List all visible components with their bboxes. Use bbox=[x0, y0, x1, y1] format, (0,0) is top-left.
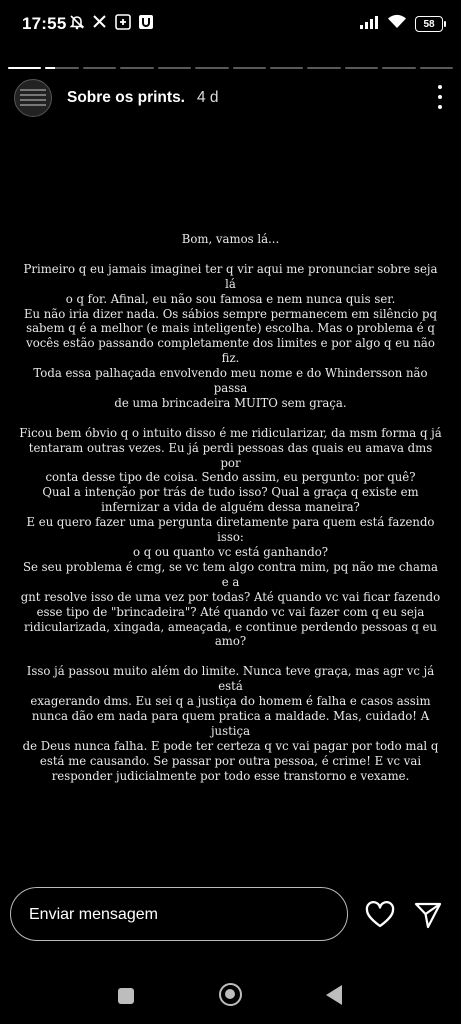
status-time: 17:55 bbox=[22, 14, 67, 33]
u-icon bbox=[137, 13, 154, 30]
status-bar bbox=[0, 0, 461, 50]
progress-segment bbox=[382, 67, 415, 69]
story-text-line: Se seu problema é cmg, se vc tem algo contra mim, pq não me chama e a bbox=[23, 559, 438, 589]
story-text-line bbox=[18, 649, 443, 664]
story-text-line: esse tipo de "brincadeira"? Até quando vc vai fazer com q eu seja bbox=[36, 604, 425, 619]
message-input[interactable] bbox=[27, 900, 331, 930]
progress-segment bbox=[83, 67, 116, 69]
like-button[interactable] bbox=[364, 899, 396, 931]
story-text bbox=[18, 232, 443, 783]
story-age: 4 d bbox=[197, 89, 219, 106]
story-text-line: conta desse tipo de coisa. Sendo assim, eu pergunto: por quê? bbox=[45, 470, 416, 485]
story-text-line bbox=[18, 411, 443, 426]
recents-button[interactable] bbox=[118, 988, 134, 1004]
story-text-line: amo? bbox=[214, 634, 247, 649]
progress-segment bbox=[233, 67, 266, 69]
story-text-line: o q for. Afinal, eu não sou famosa e nem nunca quis ser. bbox=[65, 291, 396, 306]
story-text-line: o q ou quanto vc está ganhando? bbox=[132, 545, 329, 559]
story-text-line: nunca dão em nada para quem pratica a maldade. Mas, cuidado! A justiça bbox=[31, 708, 430, 738]
avatar[interactable] bbox=[14, 79, 52, 117]
story-text-line: Primeiro q eu jamais imaginei ter q vir aqui me pronunciar sobre seja lá bbox=[23, 261, 438, 291]
story-text-line: tentaram outras vezes. Eu já perdi pessoas das quais eu amava dms por bbox=[28, 440, 433, 470]
story-text-line: ridicularizada, xingada, ameaçada, e continue perdendo pessoas q eu bbox=[24, 619, 437, 634]
send-button[interactable] bbox=[412, 899, 444, 931]
story-text-line: E eu quero fazer uma pergunta diretamente para quem está fazendo isso: bbox=[26, 515, 435, 545]
story-username[interactable]: Sobre os prints. bbox=[67, 89, 185, 106]
story-text-line: infernizar a vida de alguém dessa maneira? bbox=[101, 500, 360, 515]
story-text-line: Qual a intenção por trás de tudo isso? Qual a graça q existe em bbox=[42, 485, 419, 500]
story-text-line bbox=[18, 247, 443, 262]
progress-segment bbox=[120, 67, 153, 69]
story-text-line: Bom, vamos lá... bbox=[181, 232, 280, 246]
story-text-line: Isso já passou muito além do limite. Nunca teve graça, mas agr vc já está bbox=[26, 664, 435, 694]
muted-bell-icon bbox=[68, 13, 85, 30]
progress-segment bbox=[345, 67, 378, 69]
progress-segment bbox=[195, 67, 228, 69]
x-icon bbox=[91, 13, 108, 30]
progress-segment bbox=[158, 67, 191, 69]
story-text-line: sabem q é a melhor (e mais inteligente) escolha. Mas o problema é q bbox=[26, 321, 435, 336]
heart-icon bbox=[364, 899, 396, 931]
more-dots-icon bbox=[438, 85, 442, 89]
notification-icons bbox=[68, 13, 154, 30]
story-text-line: de Deus nunca falha. E pode ter certeza q vc vai pagar por todo mal q bbox=[22, 738, 439, 753]
story-text-line: gnt resolve isso de uma vez por todas? Até quando vc vai ficar fazendo bbox=[20, 589, 441, 604]
battery-icon: 58 bbox=[415, 16, 443, 32]
send-icon bbox=[412, 899, 444, 931]
story-progress-bar bbox=[8, 67, 453, 69]
story-text-line: Toda essa palhaçada envolvendo meu nome e do Whindersson não passa bbox=[33, 366, 428, 396]
system-icons bbox=[359, 14, 443, 34]
app-icon bbox=[114, 13, 131, 30]
signal-icon bbox=[359, 15, 379, 34]
progress-segment bbox=[307, 67, 340, 69]
navigation-bar bbox=[0, 970, 461, 1024]
progress-segment bbox=[420, 67, 453, 69]
story-text-line: está me causando. Se passar por outra pessoa, é crime! E vc vai bbox=[39, 753, 422, 768]
home-button[interactable] bbox=[219, 983, 242, 1006]
wifi-icon bbox=[387, 14, 407, 34]
progress-segment bbox=[45, 67, 78, 69]
story-header bbox=[14, 80, 447, 116]
progress-segment bbox=[270, 67, 303, 69]
story-text-line: Eu não iria dizer nada. Os sábios sempre permanecem em silêncio pq bbox=[23, 306, 438, 321]
story-text-line: exagerando dms. Eu sei q a justiça do homem é falha e casos assim bbox=[30, 694, 431, 709]
more-options-button[interactable] bbox=[433, 82, 447, 112]
back-button[interactable] bbox=[326, 985, 342, 1005]
story-text-line: de uma brincadeira MUITO sem graça. bbox=[114, 395, 347, 410]
progress-segment bbox=[8, 67, 41, 69]
story-text-line: vocês estão passando completamente dos limites e por algo q eu não fiz. bbox=[26, 336, 435, 366]
reply-bar[interactable] bbox=[10, 887, 348, 941]
story-text-line: Ficou bem óbvio q o intuito disso é me ridicularizar, da msm forma q já bbox=[19, 425, 442, 440]
story-text-line: responder judicialmente por todo esse transtorno e vexame. bbox=[51, 768, 410, 783]
